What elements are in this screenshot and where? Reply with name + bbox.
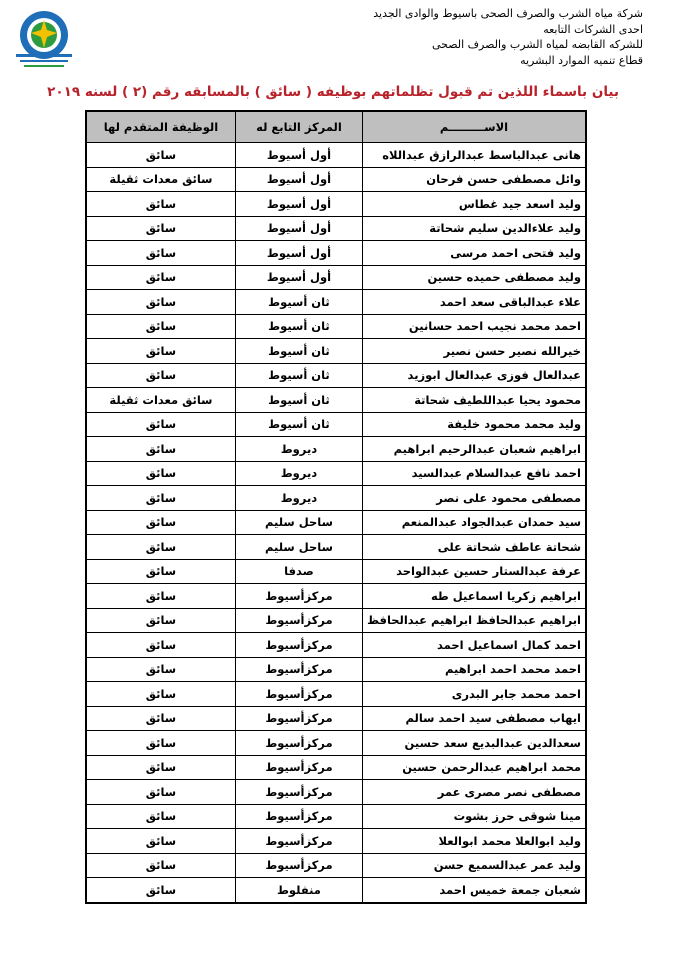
- center-cell: مركزأسيوط: [235, 804, 362, 829]
- table-row: [86, 265, 586, 290]
- center-cell: ثان أسيوط: [235, 412, 362, 437]
- table-row: [86, 731, 586, 756]
- applicant-name-cell: مصطفى نصر مصرى عمر: [363, 780, 586, 805]
- table-row: [86, 143, 586, 168]
- center-cell: مركزأسيوط: [235, 853, 362, 878]
- center-cell: مركزأسيوط: [235, 608, 362, 633]
- applicant-name-cell: وليد محمد محمود خليفة: [363, 412, 586, 437]
- table-row: [86, 657, 586, 682]
- table-row: [86, 682, 586, 707]
- applicant-name-cell: عبدالعال فوزى عبدالعال ابوزيد: [363, 363, 586, 388]
- center-cell: مركزأسيوط: [235, 706, 362, 731]
- center-cell: مركزأسيوط: [235, 633, 362, 658]
- applicant-name-cell: احمد محمد نجيب احمد حسانين: [363, 314, 586, 339]
- center-cell: ثان أسيوط: [235, 290, 362, 315]
- table-row: [86, 192, 586, 217]
- job-cell: سائق: [86, 853, 235, 878]
- table-row: [86, 633, 586, 658]
- center-cell: ديروط: [235, 437, 362, 462]
- center-cell: مركزأسيوط: [235, 731, 362, 756]
- table-row: [86, 780, 586, 805]
- applicant-name-cell: وليد عمر عبدالسميع حسن: [363, 853, 586, 878]
- table-row: [86, 510, 586, 535]
- job-cell: سائق: [86, 241, 235, 266]
- job-cell: سائق: [86, 731, 235, 756]
- job-cell: سائق: [86, 216, 235, 241]
- center-cell: مركزأسيوط: [235, 682, 362, 707]
- job-cell: سائق: [86, 265, 235, 290]
- table-row: [86, 216, 586, 241]
- document-title: بيان باسماء اللذين تم قبول تظلماتهم بوظيفه ( سائق ) بالمسابقه رقم (٢ ) لسنه ٢٠١٩: [47, 84, 619, 100]
- center-cell: أول أسيوط: [235, 167, 362, 192]
- table-row: [86, 853, 586, 878]
- job-cell: سائق: [86, 608, 235, 633]
- job-cell: سائق: [86, 755, 235, 780]
- job-cell: سائق: [86, 584, 235, 609]
- job-cell: سائق: [86, 633, 235, 658]
- applicant-name-cell: ايهاب مصطفى سيد احمد سالم: [363, 706, 586, 731]
- applicant-name-cell: احمد نافع عبدالسلام عبدالسيد: [363, 461, 586, 486]
- table-row: [86, 314, 586, 339]
- company-emblem-icon: [14, 6, 80, 70]
- table-row: [86, 584, 586, 609]
- applicant-name-cell: شعبان جمعة خميس احمد: [363, 878, 586, 903]
- center-cell: أول أسيوط: [235, 216, 362, 241]
- applicant-name-cell: احمد محمد احمد ابراهيم: [363, 657, 586, 682]
- applicant-name-cell: مصطفى محمود على نصر: [363, 486, 586, 511]
- center-cell: ثان أسيوط: [235, 314, 362, 339]
- center-cell: ساحل سليم: [235, 510, 362, 535]
- table-row: [86, 878, 586, 903]
- applicants-table: [85, 110, 587, 904]
- applicant-name-cell: ابراهيم عبدالحافظ ابراهيم عبدالحافظ: [363, 608, 586, 633]
- job-cell: سائق معدات ثقيلة: [86, 388, 235, 413]
- center-column-header: المركز التابع له: [235, 111, 362, 143]
- letterhead-line: قطاع تنميه الموارد البشريه: [520, 53, 643, 67]
- table-row: [86, 461, 586, 486]
- table-row: [86, 290, 586, 315]
- table-row: [86, 363, 586, 388]
- applicant-name-cell: عرفة عبدالستار حسين عبدالواحد: [363, 559, 586, 584]
- applicant-name-cell: هانى عبدالباسط عبدالرازق عبداللاه: [363, 143, 586, 168]
- job-cell: سائق: [86, 486, 235, 511]
- center-cell: مركزأسيوط: [235, 755, 362, 780]
- job-cell: سائق: [86, 559, 235, 584]
- center-cell: منفلوط: [235, 878, 362, 903]
- center-cell: ثان أسيوط: [235, 363, 362, 388]
- table-row: [86, 804, 586, 829]
- center-cell: أول أسيوط: [235, 143, 362, 168]
- table-row: [86, 241, 586, 266]
- table-row: [86, 437, 586, 462]
- table-row: [86, 608, 586, 633]
- center-cell: صدفا: [235, 559, 362, 584]
- center-cell: أول أسيوط: [235, 265, 362, 290]
- table-header-row: [86, 111, 586, 143]
- table-row: [86, 706, 586, 731]
- center-cell: مركزأسيوط: [235, 829, 362, 854]
- applicant-name-cell: محمد ابراهيم عبدالرحمن حسين: [363, 755, 586, 780]
- applicant-name-cell: محمود يحيا عبداللطيف شحاتة: [363, 388, 586, 413]
- table-row: [86, 755, 586, 780]
- applicant-name-cell: وليد ابوالعلا محمد ابوالعلا: [363, 829, 586, 854]
- job-cell: سائق: [86, 437, 235, 462]
- letterhead: [373, 6, 643, 68]
- applicant-name-cell: ابراهيم زكريا اسماعيل طه: [363, 584, 586, 609]
- job-cell: سائق: [86, 535, 235, 560]
- applicant-name-cell: احمد محمد جابر البدرى: [363, 682, 586, 707]
- applicant-name-cell: وليد علاءالدين سليم شحاتة: [363, 216, 586, 241]
- table-row: [86, 559, 586, 584]
- job-cell: سائق: [86, 412, 235, 437]
- job-cell: سائق: [86, 461, 235, 486]
- job-cell: سائق: [86, 363, 235, 388]
- table-row: [86, 388, 586, 413]
- job-cell: سائق: [86, 780, 235, 805]
- applicant-name-cell: وليد اسعد جيد غطاس: [363, 192, 586, 217]
- table-row: [86, 167, 586, 192]
- applicant-name-cell: وليد مصطفى حميده حسين: [363, 265, 586, 290]
- job-cell: سائق: [86, 510, 235, 535]
- center-cell: أول أسيوط: [235, 241, 362, 266]
- table-row: [86, 829, 586, 854]
- applicant-name-cell: ابراهيم شعبان عبدالرحيم ابراهيم: [363, 437, 586, 462]
- job-cell: سائق: [86, 192, 235, 217]
- applicant-name-cell: شحاتة عاطف شحاتة على: [363, 535, 586, 560]
- center-cell: ثان أسيوط: [235, 388, 362, 413]
- table-row: [86, 412, 586, 437]
- applicant-name-cell: علاء عبدالباقى سعد احمد: [363, 290, 586, 315]
- center-cell: مركزأسيوط: [235, 780, 362, 805]
- job-cell: سائق: [86, 657, 235, 682]
- center-cell: مركزأسيوط: [235, 657, 362, 682]
- center-cell: ساحل سليم: [235, 535, 362, 560]
- job-cell: سائق: [86, 878, 235, 903]
- job-cell: سائق: [86, 339, 235, 364]
- applicant-name-cell: وليد فتحى احمد مرسى: [363, 241, 586, 266]
- applicant-name-cell: مينا شوقى حرز بشوت: [363, 804, 586, 829]
- job-cell: سائق معدات ثقيلة: [86, 167, 235, 192]
- center-cell: ديروط: [235, 461, 362, 486]
- job-cell: سائق: [86, 804, 235, 829]
- job-cell: سائق: [86, 706, 235, 731]
- job-cell: سائق: [86, 290, 235, 315]
- center-cell: ديروط: [235, 486, 362, 511]
- applicant-name-cell: خيرالله نصير حسن نصير: [363, 339, 586, 364]
- letterhead-line: شركة مياه الشرب والصرف الصحى باسيوط والوادى الجديد: [373, 7, 643, 20]
- name-column-header: الاســـــــــم: [363, 111, 586, 143]
- applicant-name-cell: وائل مصطفى حسن فرحان: [363, 167, 586, 192]
- job-cell: سائق: [86, 143, 235, 168]
- letterhead-line: احدى الشركات التابعه: [543, 22, 643, 36]
- center-cell: مركزأسيوط: [235, 584, 362, 609]
- job-column-header: الوظيفة المتقدم لها: [86, 111, 235, 143]
- table-row: [86, 486, 586, 511]
- center-cell: أول أسيوط: [235, 192, 362, 217]
- letterhead-line: للشركه القابضه لمياه الشرب والصرف الصحى: [431, 38, 643, 51]
- applicant-name-cell: سيد حمدان عبدالجواد عبدالمنعم: [363, 510, 586, 535]
- center-cell: ثان أسيوط: [235, 339, 362, 364]
- job-cell: سائق: [86, 829, 235, 854]
- applicant-name-cell: سعدالدين عبدالبديع سعد حسين: [363, 731, 586, 756]
- table-row: [86, 535, 586, 560]
- table-row: [86, 339, 586, 364]
- job-cell: سائق: [86, 682, 235, 707]
- job-cell: سائق: [86, 314, 235, 339]
- applicant-name-cell: احمد كمال اسماعيل احمد: [363, 633, 586, 658]
